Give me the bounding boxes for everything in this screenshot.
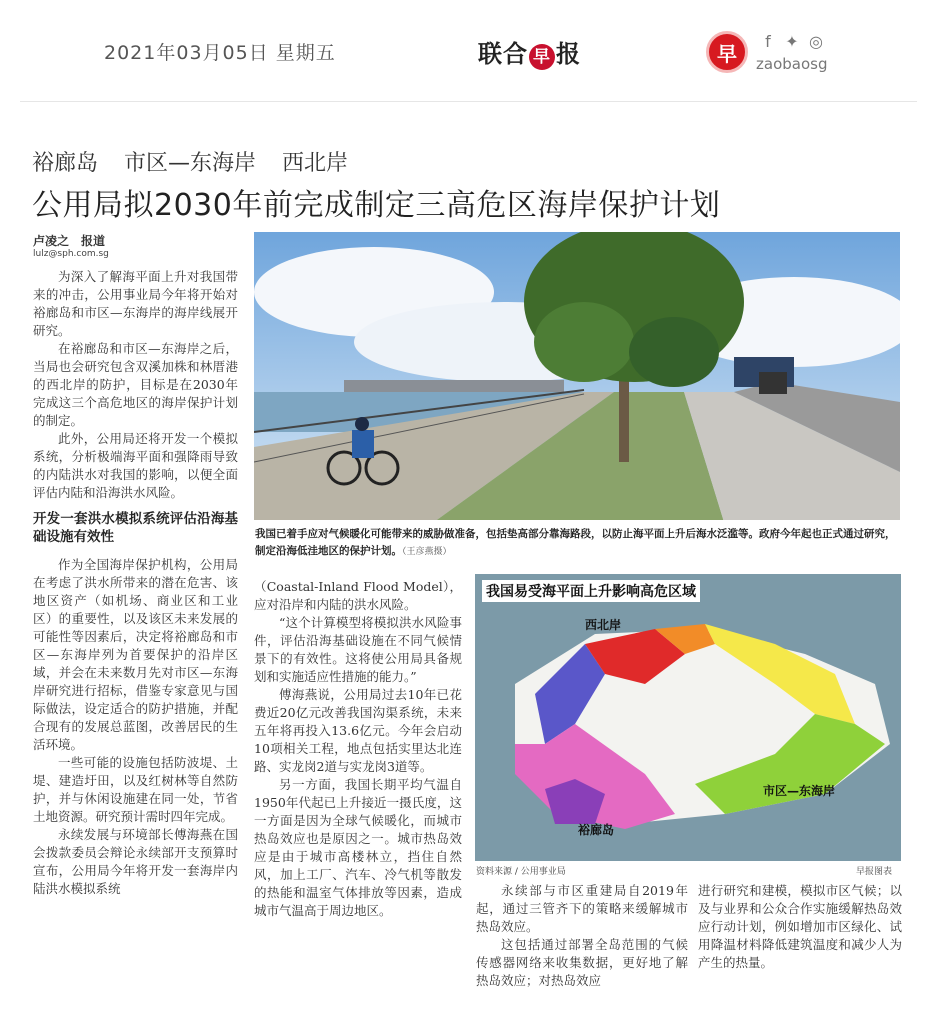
article-column-4	[698, 882, 902, 972]
paragraph: 为深入了解海平面上升对我国带来的冲击，公用事业局今年将开始对裕廊岛和市区—东海岸的海岸线展开研究。	[33, 269, 238, 338]
map-credit: 早报图表	[856, 867, 893, 877]
paragraph: 一些可能的设施包括防波堤、土堤、建造圩田，以及红树林等自然防护，并与休闲设施建在同一处，节省土地资源。研究预计需时四年完成。	[33, 755, 238, 824]
paragraph: 另一方面，我国长期平均气温自1950年代起已上升接近一摄氏度，这一方面是因为全球气候暖化，而城市热岛效应也是原因之一。城市热岛效应是由于城市高楼林立，挡住自然风，加上工厂、汽车、冷气机等散发的热能和温室气体排放等因素，造成城市气温高于周边地区。	[254, 777, 462, 918]
paragraph: 永续发展与环境部长傅海燕在国会拨款委员会辩论永续部开支预算时宣布，公用局今年将开发一套海岸内陆洪水模拟系统	[33, 827, 238, 896]
paragraph: 这包括通过部署全岛范围的气候传感器网络来收集数据，更好地了解热岛效应；对热岛效应	[476, 937, 688, 988]
paragraph: 傅海燕说，公用局过去10年已花费近20亿元改善我国沟渠系统，未来五年将再投入13.6亿元。今年会启动10项相关工程，地点包括实里达北连路、实龙岗2道与实龙岗3道等。	[254, 687, 462, 774]
article-photo	[254, 232, 900, 520]
article-column-3	[476, 882, 688, 990]
paragraph: “这个计算模型将模拟洪水风险事件，评估沿海基础设施在不同气候情景下的有效性。这将使公用局具备规划和实施适应性措施的能力。”	[254, 615, 462, 684]
header-divider	[20, 101, 917, 102]
photo-caption	[255, 526, 903, 561]
paragraph-continued: （Coastal-Inland Flood Model），应对沿岸和内陆的洪水风险。	[254, 579, 462, 612]
paragraph: 在裕廊岛和市区—东海岸之后，当局也会研究包含双溪加株和林厝港的西北岸的防护，目标是在2030年完成这三个高危地区的海岸保护计划的制定。	[33, 341, 238, 428]
photo-credit: （王彦燕摄）	[402, 547, 452, 557]
instagram-icon[interactable]: ◎	[809, 32, 823, 51]
facebook-icon[interactable]: f	[765, 32, 771, 51]
coastal-road-photo	[254, 232, 900, 520]
twitter-icon[interactable]: ✦	[785, 32, 799, 51]
kicker-item: 裕廊岛	[32, 151, 99, 176]
masthead-left: 联合	[478, 39, 528, 68]
masthead-logo	[478, 34, 581, 70]
masthead-right: 报	[556, 39, 581, 68]
kicker-item: 西北岸	[282, 151, 349, 176]
zaobao-logo-icon[interactable]: 早	[706, 31, 748, 73]
article-byline: 卢凌之 报道	[33, 234, 106, 248]
author-email: lulz@sph.com.sg	[33, 249, 109, 259]
map-label-jurong: 裕廊岛	[578, 823, 615, 837]
article-column-2	[254, 578, 462, 920]
paragraph: 作为全国海岸保护机构，公用局在考虑了洪水所带来的潜在危害、该地区资产（如机场、商业区和工业区）的重要性，以及该区未来发展的可能性等因素后，决定将裕廊岛和市区—东海岸列为首要保护的沿岸区域，并会在未来数月先对市区—东海岸研究进行招标，借鉴专家意见与国际做法，设定适合的防护措施，并配合现有的发展总蓝图，改善居民的生活环境。	[33, 557, 238, 752]
kicker-item: 市区—东海岸	[124, 151, 257, 176]
section-subhead: 开发一套洪水模拟系统评估沿海基础设施有效性	[33, 511, 238, 545]
paragraph: 永续部与市区重建局自2019年起，通过三管齐下的策略来缓解城市热岛效应。	[476, 883, 688, 934]
publication-date: 2021年03月05日 星期五	[104, 42, 336, 64]
masthead-mid: 早	[529, 44, 555, 70]
map-label-east: 市区—东海岸	[763, 784, 836, 798]
social-handle[interactable]: zaobaosg	[756, 55, 828, 73]
risk-area-map	[475, 574, 901, 861]
article-kicker	[32, 146, 374, 177]
map-source: 资料来源 / 公用事业局	[476, 867, 566, 877]
article-headline: 公用局拟2030年前完成制定三高危区海岸保护计划	[32, 188, 721, 223]
caption-text: 我国已着手应对气候暖化可能带来的威胁做准备，包括垫高部分靠海路段，以防止海平面上升后海水泛滥等。政府今年起也正式通过研究，制定沿海低洼地区的保护计划。	[255, 528, 896, 557]
paragraph: 此外，公用局还将开发一个模拟系统，分析极端海平面和强降雨导致的内陆洪水对我国的影响，以便全面评估内陆和沿海洪水风险。	[33, 431, 238, 500]
map-title: 我国易受海平面上升影响高危区域	[482, 580, 700, 602]
social-icons	[758, 32, 830, 51]
singapore-map-graphic	[475, 574, 901, 861]
article-column-1	[33, 268, 238, 898]
paragraph-continued: 进行研究和建模，模拟市区气候；以及与业界和公众合作实施缓解热岛效应行动计划，例如增加市区绿化、试用降温材料降低建筑温度和减少人为产生的热量。	[698, 883, 902, 970]
map-label-northwest: 西北岸	[585, 618, 622, 632]
